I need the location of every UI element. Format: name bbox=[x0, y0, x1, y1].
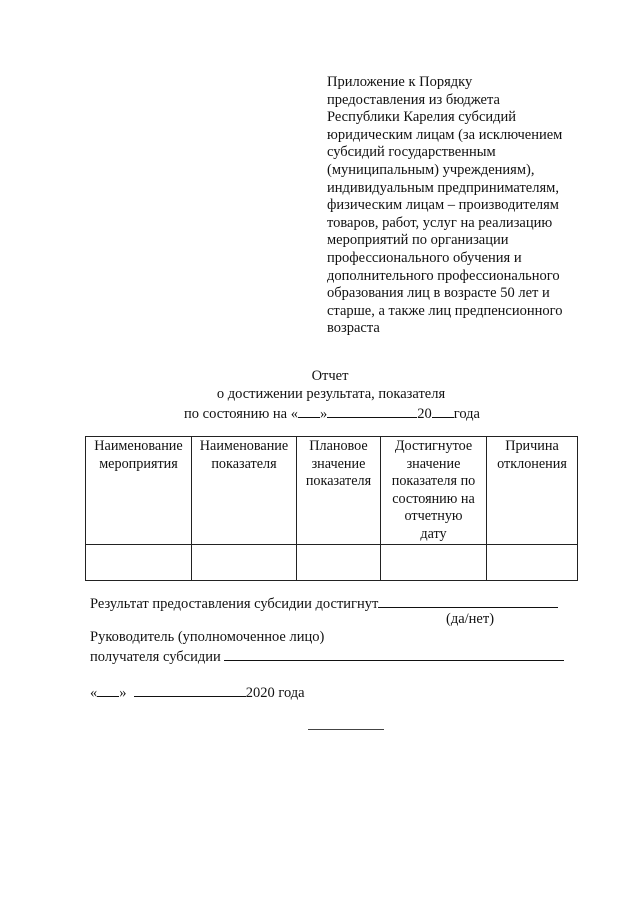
as-of-mid: » bbox=[319, 406, 328, 423]
as-of-year-blank[interactable] bbox=[432, 403, 454, 418]
header-planned-value: Плановое значение показателя bbox=[297, 437, 381, 545]
date-close: » bbox=[119, 685, 127, 701]
result-label: Результат предоставления субсидии достигнут bbox=[90, 596, 379, 612]
cell-activity-name[interactable] bbox=[86, 544, 192, 580]
report-subtitle: о достижении результата, показателя bbox=[216, 385, 446, 402]
header-activity-name: Наименование мероприятия bbox=[86, 437, 192, 545]
signature-blank[interactable] bbox=[224, 646, 564, 661]
report-title: Отчет bbox=[311, 368, 349, 384]
as-of-year: 20 bbox=[417, 406, 432, 423]
date-year: 2020 года bbox=[245, 685, 305, 701]
cell-deviation-reason[interactable] bbox=[487, 544, 578, 580]
result-answer-blank[interactable] bbox=[378, 593, 558, 608]
date-line bbox=[90, 682, 305, 703]
header-deviation-reason: Причина отклонения bbox=[487, 437, 578, 545]
table-header-row bbox=[86, 437, 578, 545]
cell-planned-value[interactable] bbox=[297, 544, 381, 580]
report-heading bbox=[0, 368, 640, 424]
date-day-blank[interactable] bbox=[97, 682, 119, 697]
date-open: « bbox=[90, 685, 98, 701]
cell-indicator-name[interactable] bbox=[192, 544, 297, 580]
report-as-of-date bbox=[0, 403, 640, 424]
as-of-month-blank[interactable] bbox=[327, 403, 417, 418]
as-of-day-blank[interactable] bbox=[298, 403, 320, 418]
date-month-blank[interactable] bbox=[134, 682, 246, 697]
appendix-note: Приложение к Порядку предоставления из бюджета Республики Карелия субсидий юридическим лицам (за исключением субсидий государственным (муниципальным) учреждениям), индивидуальным предпринимателям, физическим лицам – производителям товаров, работ, услуг на реализацию мероприятий по организации профессионального обучения и дополнительного профессионального образования лиц в возрасте 50 лет и старше, а также лиц предпенсионного возраста bbox=[327, 74, 563, 337]
result-hint: (да/нет) bbox=[446, 611, 495, 627]
header-indicator-name: Наименование показателя bbox=[192, 437, 297, 545]
signature-line-1: Руководитель (уполномоченное лицо) bbox=[90, 629, 325, 645]
table-row bbox=[86, 544, 578, 580]
footer-divider bbox=[308, 729, 384, 730]
cell-achieved-value[interactable] bbox=[381, 544, 487, 580]
as-of-suffix: года bbox=[453, 406, 480, 423]
header-achieved-value: Достигнутое значение показателя по состоянию на отчетную дату bbox=[381, 437, 487, 545]
as-of-prefix: по состоянию на « bbox=[184, 406, 298, 423]
signature-label: получателя субсидии bbox=[90, 649, 225, 665]
signature-line-2 bbox=[90, 646, 564, 667]
indicators-table bbox=[85, 436, 578, 581]
